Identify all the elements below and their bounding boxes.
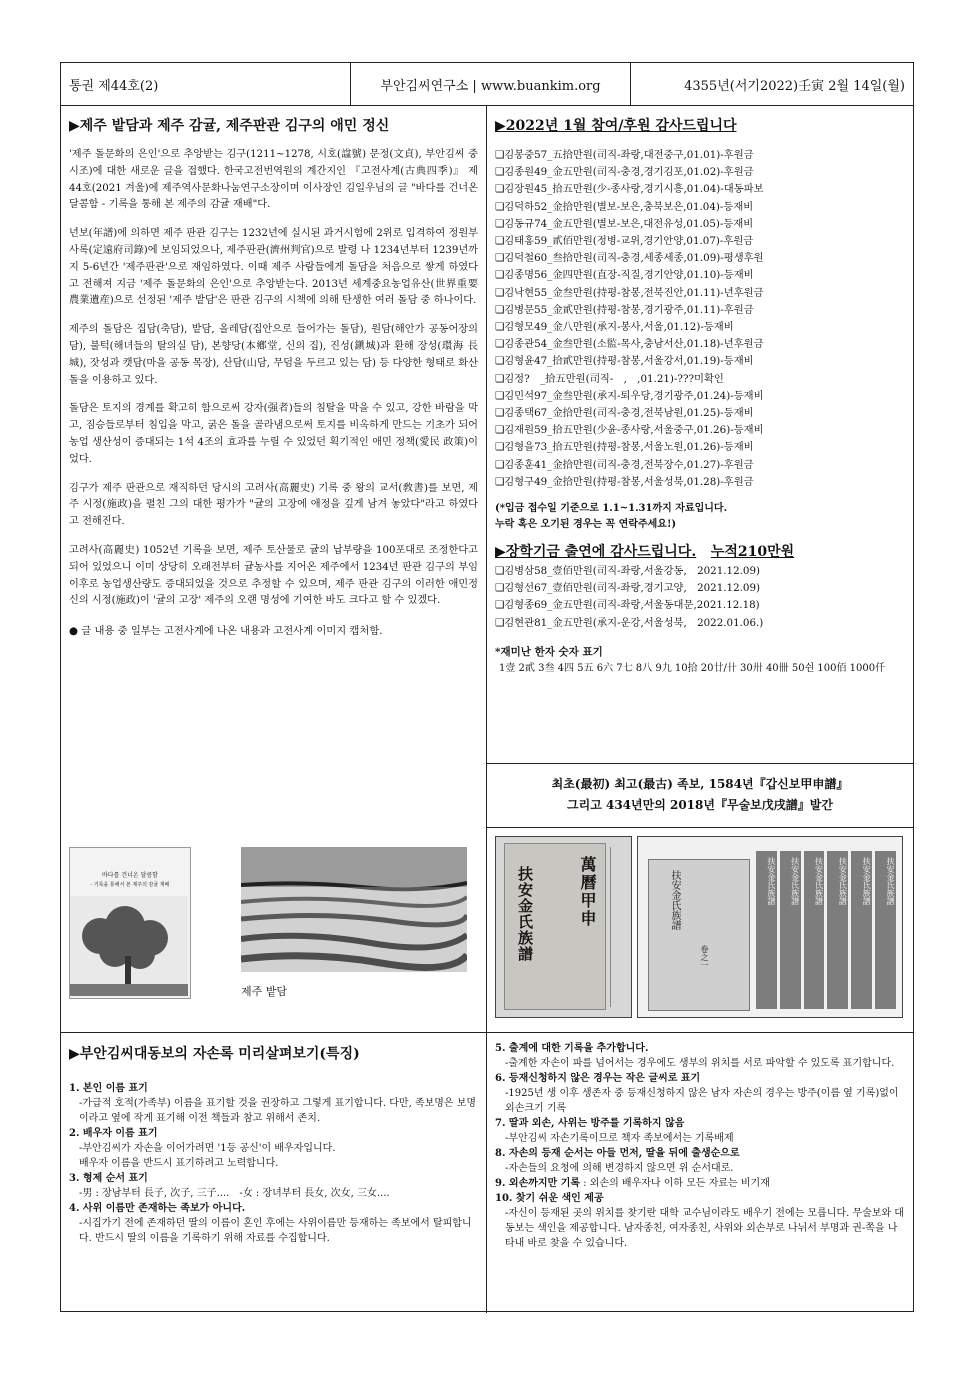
- issue-date: 4355년(서기2022)壬寅 2월 14일(월): [684, 78, 905, 94]
- list-item: ❏김민석97_金叁만원(承지-퇴우당,경기광주,01.24)-등재비: [495, 389, 764, 402]
- list-item: ❏김종원49_金五만원(司직-충경,경기김포,01.02)-후원금: [495, 166, 754, 179]
- list-item: ❏김종택67_金拾만원(司직-충경,전북남원,01.25)-등재비: [495, 407, 754, 420]
- newsletter-page: [60, 62, 914, 1312]
- preview-item: 7. 딸과 외손, 사위는 방주를 기록하지 않음 -부안김씨 자손기록이므로 책자 족보에서는 기록배제: [495, 1118, 734, 1144]
- gapsinbo-book-photo: [495, 836, 632, 1018]
- list-item: ❏김형구49_金拾만원(持평-참봉,서울성북,01.28)-후원금: [495, 475, 754, 488]
- book-cover-right-text: 萬曆甲申: [578, 856, 597, 928]
- donors-title: ▶2022년 1월 참여/후원 감사드립니다: [495, 118, 737, 134]
- donor-list: [495, 147, 905, 491]
- box-volume: 卷之一: [700, 945, 709, 969]
- scholarship-total: 누적210만원: [710, 544, 795, 561]
- book-cover-title: 바다를 건너온 달콤함: [102, 872, 158, 879]
- list-item: ❏김덕철60_叁拾만원(司직-충경,세종세종,01.09)-평생후원: [495, 252, 764, 265]
- volume-spine: 扶安金氏族譜: [827, 851, 848, 1009]
- list-item: ❏김형윤47_拾貳만원(持평-참봉,서울강서,01.19)-등재비: [495, 355, 754, 368]
- article-title: ▶제주 밭담과 제주 감귤, 제주판관 김구의 애민 정신: [69, 118, 390, 134]
- jokbo-promo: [487, 763, 913, 828]
- volume-spine: 扶安金氏族譜: [875, 851, 896, 1009]
- list-item: ❏김현관81_金五만원(承지-운강,서울성북, 2022.01.06.): [495, 616, 764, 629]
- jokbo-photos: [487, 828, 913, 1032]
- donors-column: [487, 105, 913, 677]
- stone-wall-photo: [241, 847, 467, 972]
- musulbo-book-set-photo: [637, 836, 903, 1018]
- preview-item: 2. 배우자 이름 표기 -부안김씨가 자손을 이어가려면 '1등 공신'이 배우자입니다. 배우자 이름을 반드시 표기하려고 노력합니다.: [69, 1128, 336, 1169]
- preview-item: 3. 형제 순서 표기 -男 : 장남부터 長子, 次子, 三子.... -女 : 장녀부터 長女, 次女, 三女....: [69, 1173, 390, 1199]
- list-item: ❏김낙현55_金叁만원(持평-참봉,전북진안,01.11)-년후원금: [495, 286, 764, 299]
- volume-spine: 扶安金氏族譜: [780, 851, 801, 1009]
- page-header: [61, 63, 913, 106]
- article-source-note: ● 글 내용 중 일부는 고전사계에 나온 내용과 고전사계 이미지 캡처함.: [69, 625, 383, 638]
- volume-spine: 扶安金氏族譜: [756, 851, 777, 1009]
- tree-photo: [70, 896, 188, 996]
- list-item: ❏김재원59_拾五만원(少윤-종사랑,서울중구,01.26)-등재비: [495, 424, 764, 437]
- hanja-numbers: 1壹 2貳 3叁 4四 5五 6六 7七 8八 9九 10拾 20廿/卄 30卅 40卌 50쉰 100佰 1000仟: [499, 662, 886, 674]
- org-website[interactable]: 부안김씨연구소 | www.buankim.org: [351, 63, 631, 105]
- list-item: ❏김종훈41_金拾만원(司직-충경,전북장수,01.27)-후원금: [495, 458, 754, 471]
- volume-spines: [756, 851, 896, 1009]
- preview-item: 1. 본인 이름 표기 -가급적 호적(가족부) 이름을 표기할 것을 권장하고 그렇게 표기합니다. 다만, 족보명은 보명이라고 옆에 작게 표기해 이전 책들과 참고 위해서 존치.: [69, 1083, 477, 1124]
- box-title: 扶安金氏族譜: [669, 870, 680, 930]
- list-item: ❏김종관54_金叁만원(소監-목사,충남서산,01.18)-년후원금: [495, 338, 764, 351]
- list-item: ❏김형모49_金八만원(承지-봉사,서울,01.12)-등재비: [495, 321, 734, 334]
- article-column: [61, 105, 487, 1032]
- book-cover-image: [69, 847, 191, 999]
- volume-spine: 扶安金氏族譜: [804, 851, 825, 1009]
- promo-line-2: 그리고 434년만의 2018년『무술보戊戌譜』발간: [567, 798, 833, 812]
- preview-right: [487, 1033, 913, 1313]
- list-item: ❏김병문55_金貳만원(持평-참봉,경기광주,01.11)-후원금: [495, 303, 754, 316]
- preview-item: 6. 등재신청하지 않은 경우는 작은 글씨로 표기 -1925년 생 이후 생존자 중 등재신청하지 않은 남자 자손의 경우는 방주(이름 옆 기록)없이 외손크기 기록: [495, 1073, 899, 1114]
- book-cover-left-text: 扶安金氏族譜: [516, 866, 534, 962]
- hanja-title: *재미난 한자 숫자 표기: [495, 645, 603, 658]
- book-cover-subtitle: - 기록을 통해서 본 제주의 감귤 재배: [90, 882, 170, 888]
- box-case: [648, 859, 750, 1011]
- list-item: ❏김정? _拾五만원(司직- , ,01.21)-???미확인: [495, 372, 724, 385]
- preview-title: ▶부안김씨대동보의 자손록 미리살펴보기(특징): [69, 1046, 360, 1062]
- promo-line-1: 최초(最初) 최고(最古) 족보, 1584년『갑신보甲申譜』: [551, 777, 849, 791]
- article-paragraph: 돌담은 토지의 경계를 확고히 함으로써 강자(强者)들의 침탈을 막을 수 있고, 강한 바람을 막고, 짐승들로부터 침입을 막고, 굵은 돌을 골라냄으로써 토지를 비옥하게 만드는 기초가 되어 농업 생산성이 증대되는 1석 4조의 효과를 누릴 수 있었던 획기적인 애민 정책(愛民 政策)이었다.: [69, 403, 478, 465]
- donor-note: (*입금 접수일 기준으로 1.1~1.31까지 자료입니다. 누락 혹은 오기된 경우는 꼭 연락주세요!): [495, 503, 728, 531]
- preview-item: 4. 사위 이름만 존재하는 족보가 아니다. -시집가기 전에 존재하던 딸의 이름이 혼인 후에는 사위이름만 등재하는 족보에서 탈피합니다. 반드시 딸의 이름을 기록하기 위해 자료를 수집합니다.: [69, 1203, 472, 1244]
- preview-item: 5. 출계에 대한 기록을 추가합니다. -출계한 자손이 파를 넘어서는 경우에도 생부의 위치를 서로 파악할 수 있도록 표기합니다.: [495, 1043, 895, 1069]
- list-item: ❏김봉중57_五拾만원(司직-좌랑,대전중구,01.01)-후원금: [495, 149, 754, 161]
- preview-item: 8. 자손의 등재 순서는 아들 먼저, 딸을 뒤에 출생순으로 -자손들의 요청에 의해 변경하지 않으면 위 순서대로.: [495, 1148, 740, 1174]
- scholarship-list: [495, 563, 905, 632]
- issue-number: 통권 제44호(2): [61, 63, 351, 105]
- list-item: ❏김장원45_拾五만원(少-종사랑,경기시흥,01.04)-대동파보: [495, 183, 764, 196]
- list-item: ❏김동규74_金五만원(별보-보은,대전유성,01.05)-등재비: [495, 217, 754, 230]
- article-paragraph: 김구가 제주 판관으로 재직하던 당시의 고려사(高麗史) 기록 중 왕의 교서(敎書)를 보면, 제주 시정(施政)을 펼친 그의 대한 평가가 "귤의 고장에 애정을 깊게 남겨 놓았다"라고 하였다고 전해진다.: [69, 482, 478, 528]
- volume-spine: 扶安金氏族譜: [851, 851, 872, 1009]
- article-paragraph: 년보(年譜)에 의하면 제주 판관 김구는 1232년에 실시된 과거시험에 2위로 입격하여 정원부사록(定遠府司錄)에 보임되었으나, 제주판관(濟州判官)으로 발령 나 1234년부터 1239년까지 5-6년간 '제주판관'으로 재임하였다. 이때 제주 사람들에게 돌담을 처음으로 쌓게 하였다고 전해져 지금 '제주 돌문화의 은인'으로 추앙받는다. 2013년 세계중요농업유산(世界重要農業遺産)으로 선정된 '제주 밭담'은 판관 김구의 시책에 의해 탄생한 여러 돌담 중 하나이다.: [69, 228, 478, 307]
- list-item: ❏김형선67_壹佰만원(司직-좌랑,경기고양, 2021.12.09): [495, 582, 761, 595]
- list-item: ❏김병삼58_壹佰만원(司직-좌랑,서울강동, 2021.12.09): [495, 565, 761, 578]
- stone-wall-caption: 제주 밭담: [241, 985, 288, 998]
- list-item: ❏김종명56_金四만원(直장-직질,경기안양,01.10)-등재비: [495, 269, 754, 282]
- list-item: ❏김형을73_拾五만원(持평-참봉,서울노원,01.26)-등재비: [495, 441, 754, 454]
- list-item: ❏김태홍59_貳佰만원(정병-교위,경기안양,01.07)-후원금: [495, 235, 754, 248]
- article-paragraph: '제주 돌문화의 은인'으로 추앙받는 김구(1211~1278, 시호(諡號) 문정(文貞), 부안김씨 중시조)에 대한 새로운 글을 접했다. 한국고전번역원의 계간지인 『고전사계(古典四季)』 제44호(2021 겨울)에 제주역사문화나눔연구소장이며 이사장인 김일우님의 글 "바다를 건너온 달콤함 - 기록을 통해 본 제주의 감귤 재배"다.: [69, 149, 478, 211]
- preview-item: 10. 찾기 쉬운 색인 제공 -자신이 등재된 곳의 위치를 찾기란 대학 교수님이라도 배우기 전에는 모릅니다. 무술보와 대동보는 색인을 제공합니다. 남자종친, 여자종친, 사위와 외손부로 나뉘서 부명과 권-쪽을 나타내 바로 찾을 수 있습니다.: [495, 1193, 904, 1249]
- preview-section: [61, 1032, 913, 1313]
- list-item: ❏김형종69_金五만원(司직-좌랑,서울동대문,2021.12.18): [495, 599, 760, 612]
- article-paragraph: 제주의 돌담은 집담(축담), 밭담, 올레담(집안으로 들어가는 돌담), 원담(해안가 공동어장의 담), 불턱(해녀들의 탈의실 담), 본향당(本鄕堂, 신의 집), 진성(鎭城)과 환해 장성(環海 長城), 잣성과 캣담(마을 공동 목장), 산담(山담, 무덤을 두르고 있는 담) 등 다양한 형태로 화산돌을 이용하고 있다.: [69, 324, 478, 386]
- article-paragraph: 고려사(高麗史) 1052년 기록을 보면, 제주 토산물로 귤의 납부량을 100포대로 조정한다고 되어 있었으니 이미 상당히 오래전부터 귤농사를 지어온 제주에서 1234년 판관 김구의 부임 이후로 농업생산량도 증대되었을 것으로 추정할 수 있으며, 제주 판관 김구의 이러한 애민정신의 시정(施政)이 '귤의 고장' 제주의 오랜 명성에 기여한 바도 크다고 할 수 있겠다.: [69, 544, 478, 607]
- scholarship-title: ▶장학기금 출연에 감사드립니다. 누적210만원: [495, 544, 795, 561]
- list-item: ❏김덕하52_金拾만원(별보-보은,충북보은,01.04)-등재비: [495, 200, 754, 213]
- preview-left: [61, 1033, 487, 1313]
- preview-item: 9. 외손까지만 기록 : 외손의 배우자나 이하 모든 자료는 비기재: [495, 1178, 770, 1189]
